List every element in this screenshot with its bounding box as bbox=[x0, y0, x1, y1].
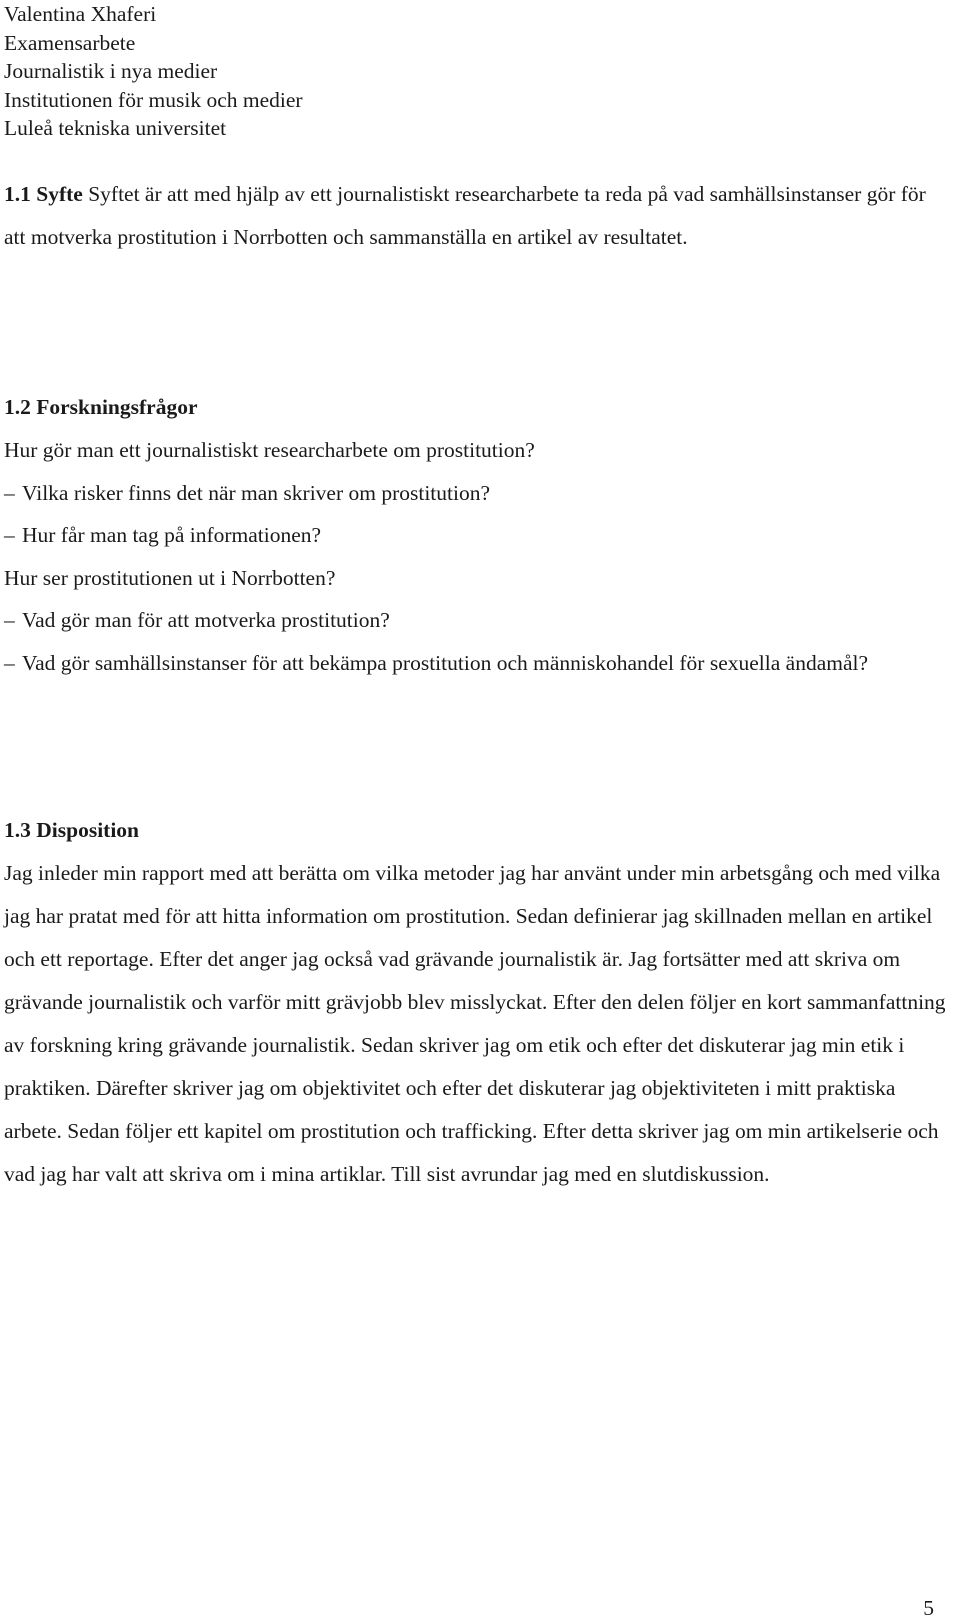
question-text: Hur ser prostitutionen ut i Norrbotten? bbox=[4, 565, 336, 590]
syfte-text: Syftet är att med hjälp av ett journalistiskt researcharbete ta reda på vad samhällsinstanser gör för att motverka prostitution i Norrbotten och sammanställa en artikel av resultatet. bbox=[4, 182, 926, 249]
document-type: Examensarbete bbox=[4, 30, 136, 55]
disposition-paragraph: Jag inleder min rapport med att berätta om vilka metoder jag har använt under min arbetsgång och med vilka jag har pratat med för att hitta information om prostitution. Sedan definierar jag skillnaden mellan en artikel och ett reportage. Efter det anger jag också vad grävande journalistik är. Jag fortsätter med att skriva om grävande journalistik och varför mitt grävjobb blev misslyckat. Efter den delen följer en kort sammanfattning av forskning kring grävande journalistik. Sedan skriver jag om etik och efter det diskuterar jag min etik i praktiken. Därefter skriver jag om objektivitet och efter det diskuterar jag objektiviteten i mitt praktiska arbete. Sedan följer ett kapitel om prostitution och trafficking. Efter detta skriver jag om min artikelserie och vad jag har valt att skriva om i mina artiklar. Till sist avrundar jag med en slutdiskussion. bbox=[4, 861, 946, 1186]
dash-marker: – bbox=[4, 480, 15, 505]
syfte-heading: 1.1 Syfte bbox=[4, 182, 83, 206]
question-text: Vad gör samhällsinstanser för att bekämpa prostitution och människohandel för sexuella ändamål? bbox=[22, 650, 869, 675]
dash-marker: – bbox=[4, 608, 15, 632]
research-question bbox=[4, 642, 950, 685]
syfte-paragraph bbox=[4, 173, 950, 259]
university-name: Luleå tekniska universitet bbox=[4, 116, 227, 140]
question-text: Vilka risker finns det när man skriver om prostitution? bbox=[22, 480, 491, 505]
question-list bbox=[4, 429, 950, 684]
research-question bbox=[4, 429, 950, 472]
research-question bbox=[4, 557, 950, 600]
disposition-heading: 1.3 Disposition bbox=[4, 818, 140, 842]
research-question bbox=[4, 514, 950, 557]
section-syfte bbox=[4, 173, 950, 259]
research-question bbox=[4, 599, 950, 642]
page-number: 5 bbox=[923, 1596, 934, 1620]
author-header bbox=[4, 0, 303, 143]
section-forskningsfragor bbox=[4, 386, 950, 684]
research-question bbox=[4, 472, 950, 515]
question-text: Hur gör man ett journalistiskt researcharbete om prostitution? bbox=[4, 438, 535, 462]
program-name: Journalistik i nya medier bbox=[4, 59, 218, 83]
question-text: Hur får man tag på informationen? bbox=[22, 523, 322, 547]
author-name: Valentina Xhaferi bbox=[4, 2, 157, 26]
question-text: Vad gör man för att motverka prostitution? bbox=[22, 608, 390, 632]
dash-marker: – bbox=[4, 650, 15, 675]
department-name: Institutionen för musik och medier bbox=[4, 87, 303, 112]
section-disposition bbox=[4, 809, 950, 1196]
forskningsfragor-heading: 1.2 Forskningsfrågor bbox=[4, 395, 198, 419]
dash-marker: – bbox=[4, 523, 15, 547]
